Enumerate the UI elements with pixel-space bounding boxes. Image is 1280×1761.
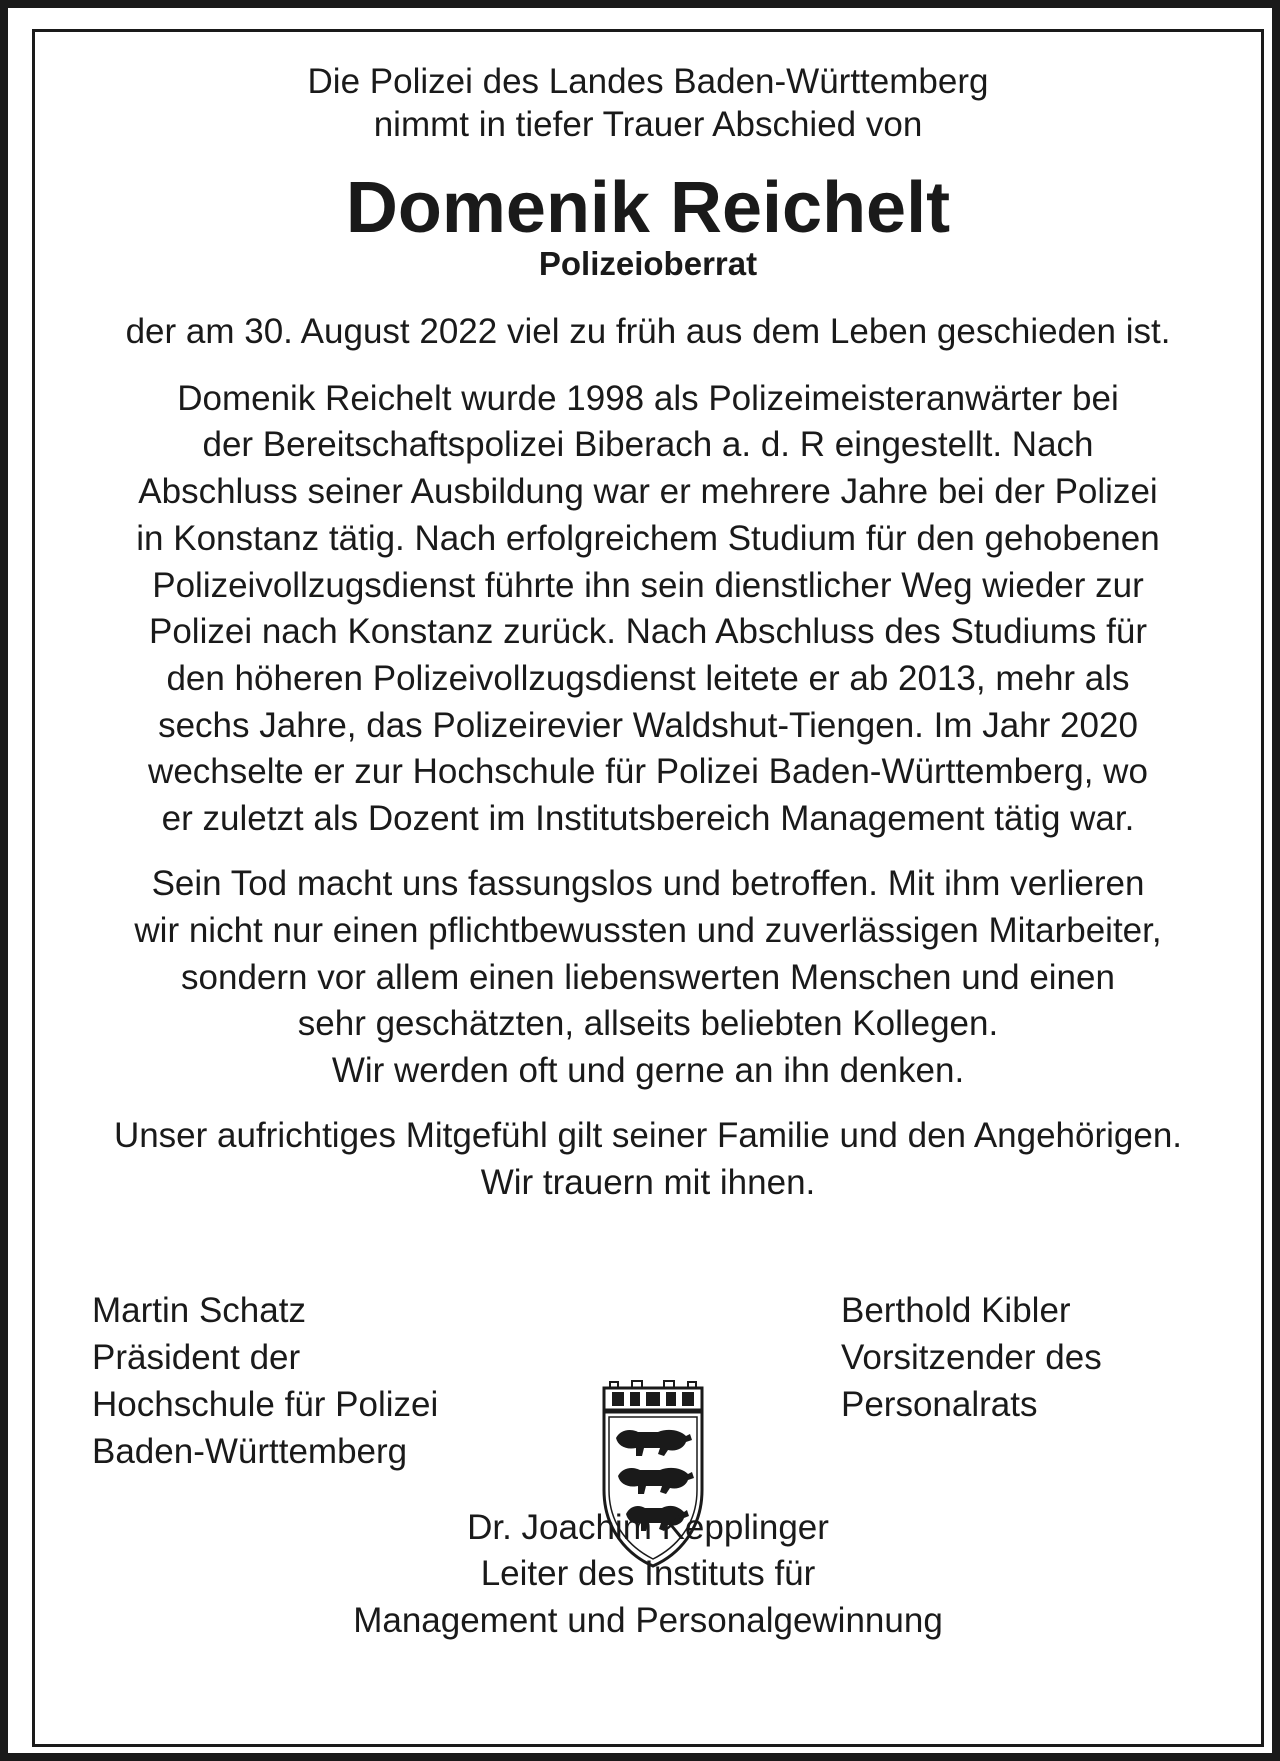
biography-line: wechselte er zur Hochschule für Polizei Baden-Württemberg, wo	[148, 752, 1148, 791]
signatory-name: Martin Schatz	[92, 1291, 306, 1330]
tribute-line: sondern vor allem einen liebenswerten Menschen und einen	[181, 958, 1115, 997]
biography-line: in Konstanz tätig. Nach erfolgreichem Studium für den gehobenen	[136, 519, 1160, 558]
condolence-line: Unser aufrichtiges Mitgefühl gilt seiner Familie und den Angehörigen.	[113, 1116, 1183, 1155]
deceased-rank: Polizeioberrat	[538, 245, 758, 282]
deceased-name: Domenik Reichelt	[345, 168, 951, 248]
tribute-line: Wir werden oft und gerne an ihn denken.	[331, 1051, 965, 1090]
death-line: der am 30. August 2022 viel zu früh aus dem Leben geschieden ist.	[125, 312, 1171, 351]
biography-line: Polizeivollzugsdienst führte ihn sein dienstlicher Weg wieder zur	[152, 566, 1144, 605]
header-line-2: nimmt in tiefer Trauer Abschied von	[373, 105, 923, 144]
biography-line: Abschluss seiner Ausbildung war er mehrere Jahre bei der Polizei	[138, 472, 1158, 511]
biography-line: sechs Jahre, das Polizeirevier Waldshut-Tiengen. Im Jahr 2020	[158, 706, 1138, 745]
biography-line: er zuletzt als Dozent im Institutsbereich Management tätig war.	[161, 799, 1135, 838]
signatory-title: Baden-Württemberg	[92, 1432, 408, 1471]
header-line-1: Die Polizei des Landes Baden-Württemberg	[307, 62, 989, 101]
signatory-title: Management und Personalgewinnung	[353, 1601, 943, 1640]
biography-line: Domenik Reichelt wurde 1998 als Polizeimeisteranwärter bei	[177, 379, 1119, 418]
biography-line: den höheren Polizeivollzugsdienst leitete er ab 2013, mehr als	[166, 659, 1130, 698]
signatory-name: Dr. Joachim Kepplinger	[467, 1508, 829, 1547]
signatory-title: Vorsitzender des	[841, 1338, 1102, 1377]
notice-inner-frame	[32, 29, 1264, 1747]
biography-line: der Bereitschaftspolizei Biberach a. d. R eingestellt. Nach	[202, 425, 1094, 464]
signatory-title: Präsident der	[92, 1338, 301, 1377]
tribute-line: wir nicht nur einen pflichtbewussten und zuverlässigen Mitarbeiter,	[134, 911, 1162, 950]
tribute-line: Sein Tod macht uns fassungslos und betroffen. Mit ihm verlieren	[151, 864, 1145, 903]
biography-line: Polizei nach Konstanz zurück. Nach Abschluss des Studiums für	[149, 612, 1147, 651]
condolence-line: Wir trauern mit ihnen.	[480, 1163, 816, 1202]
signatory-title: Personalrats	[841, 1385, 1038, 1424]
signatory-name: Berthold Kibler	[841, 1291, 1071, 1330]
signatory-title: Leiter des Instituts für	[480, 1554, 816, 1593]
signatory-title: Hochschule für Polizei	[92, 1385, 439, 1424]
tribute-line: sehr geschätzten, allseits beliebten Kollegen.	[297, 1004, 999, 1043]
